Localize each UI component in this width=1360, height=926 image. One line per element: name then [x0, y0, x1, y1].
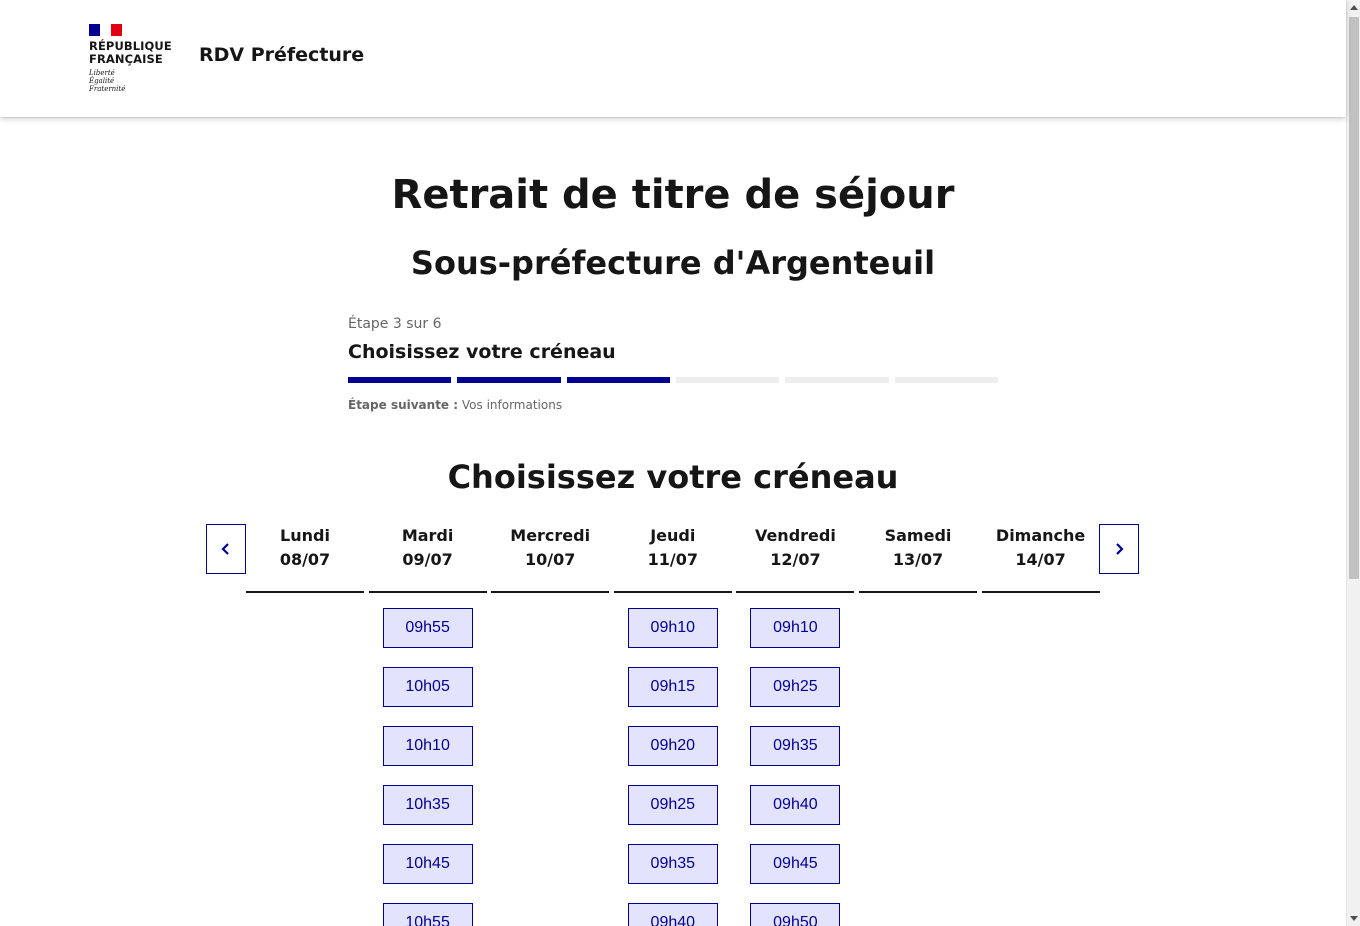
slot-list [859, 593, 977, 608]
french-flag-icon [89, 24, 122, 36]
day-name: Vendredi [754, 526, 836, 545]
day-header [246, 524, 364, 593]
day-date: 11/07 [647, 550, 698, 569]
stepper-segment [676, 377, 779, 383]
time-slot-button[interactable]: 09h25 [628, 785, 718, 825]
site-header [0, 0, 1346, 117]
time-slot-button[interactable]: 09h15 [628, 667, 718, 707]
day-column [736, 524, 854, 926]
day-name: Lundi [280, 526, 330, 545]
day-date: 13/07 [892, 550, 944, 569]
time-slot-button[interactable]: 10h45 [383, 844, 473, 884]
motto-line-1: Liberté [89, 69, 115, 77]
republique-francaise-logo[interactable] [89, 24, 172, 94]
scroll-down-icon[interactable] [1350, 916, 1358, 921]
stepper-segment [457, 377, 560, 383]
time-slot-button[interactable]: 09h35 [750, 726, 840, 766]
motto-line-3: Fraternité [89, 85, 126, 93]
logo-motto [89, 69, 169, 93]
stepper-next-label: Étape suivante : [348, 398, 459, 412]
day-column [246, 524, 364, 608]
scrollbar-thumb[interactable] [1349, 17, 1359, 579]
day-column [982, 524, 1100, 608]
chevron-left-icon [219, 542, 233, 556]
day-column [859, 524, 977, 608]
time-slot-button[interactable]: 09h20 [628, 726, 718, 766]
time-slot-button[interactable]: 10h55 [383, 903, 473, 926]
slot-list [982, 593, 1100, 608]
service-title-link[interactable]: RDV Préfecture [199, 44, 365, 66]
day-date: 10/07 [525, 550, 576, 569]
day-header [736, 524, 854, 593]
day-header [614, 524, 732, 593]
day-column [614, 524, 732, 926]
day-column [491, 524, 609, 608]
calendar-title: Choisissez votre créneau [447, 458, 899, 496]
page-subtitle: Sous-préfecture d'Argenteuil [410, 244, 936, 282]
time-slot-button[interactable]: 09h40 [628, 903, 718, 926]
scroll-up-icon[interactable] [1350, 5, 1358, 10]
slot-list [736, 593, 854, 926]
time-slot-button[interactable]: 09h45 [750, 844, 840, 884]
day-name: Jeudi [650, 526, 696, 545]
previous-week-button[interactable] [206, 524, 246, 574]
day-name: Samedi [884, 526, 952, 545]
day-name: Mardi [401, 526, 454, 545]
slot-list [614, 593, 732, 926]
time-slot-button[interactable]: 09h35 [628, 844, 718, 884]
day-name: Dimanche [995, 526, 1086, 545]
day-date: 09/07 [402, 550, 453, 569]
time-slot-button[interactable]: 10h05 [383, 667, 473, 707]
time-slot-button[interactable]: 10h10 [383, 726, 473, 766]
day-date: 14/07 [1015, 550, 1066, 569]
day-header [982, 524, 1100, 593]
day-date: 08/07 [279, 550, 331, 569]
time-slot-button[interactable]: 09h55 [383, 608, 473, 648]
stepper-progress [348, 377, 998, 383]
stepper-segment [567, 377, 670, 383]
slot-list [491, 593, 609, 608]
vertical-scrollbar[interactable] [1346, 0, 1360, 926]
next-week-button[interactable] [1099, 524, 1139, 574]
logo-name-line-2: FRANÇAISE [89, 52, 163, 66]
stepper [348, 316, 998, 412]
time-slot-button[interactable]: 10h35 [383, 785, 473, 825]
stepper-segment [348, 377, 451, 383]
time-slot-button[interactable]: 09h10 [628, 608, 718, 648]
day-header [369, 524, 487, 593]
slot-list [246, 593, 364, 608]
day-column [369, 524, 487, 926]
stepper-title: Choisissez votre créneau [348, 341, 616, 363]
motto-line-2: Égalité [89, 77, 115, 85]
time-slot-button[interactable]: 09h40 [750, 785, 840, 825]
stepper-next-value: Vos informations [461, 398, 563, 412]
day-date: 12/07 [770, 550, 821, 569]
time-slot-button[interactable]: 09h25 [750, 667, 840, 707]
page-title: Retrait de titre de séjour [391, 172, 955, 218]
stepper-next-step [348, 398, 998, 412]
day-header [859, 524, 977, 593]
chevron-right-icon [1112, 542, 1126, 556]
logo-name-line-1: RÉPUBLIQUE [89, 39, 172, 53]
day-header [491, 524, 609, 593]
stepper-segment [785, 377, 888, 383]
logo-name [89, 39, 172, 66]
stepper-state: Étape 3 sur 6 [348, 316, 442, 332]
slot-list [369, 593, 487, 926]
day-name: Mercredi [510, 526, 591, 545]
stepper-segment [895, 377, 998, 383]
time-slot-button[interactable]: 09h10 [750, 608, 840, 648]
time-slot-button[interactable]: 09h50 [750, 903, 840, 926]
